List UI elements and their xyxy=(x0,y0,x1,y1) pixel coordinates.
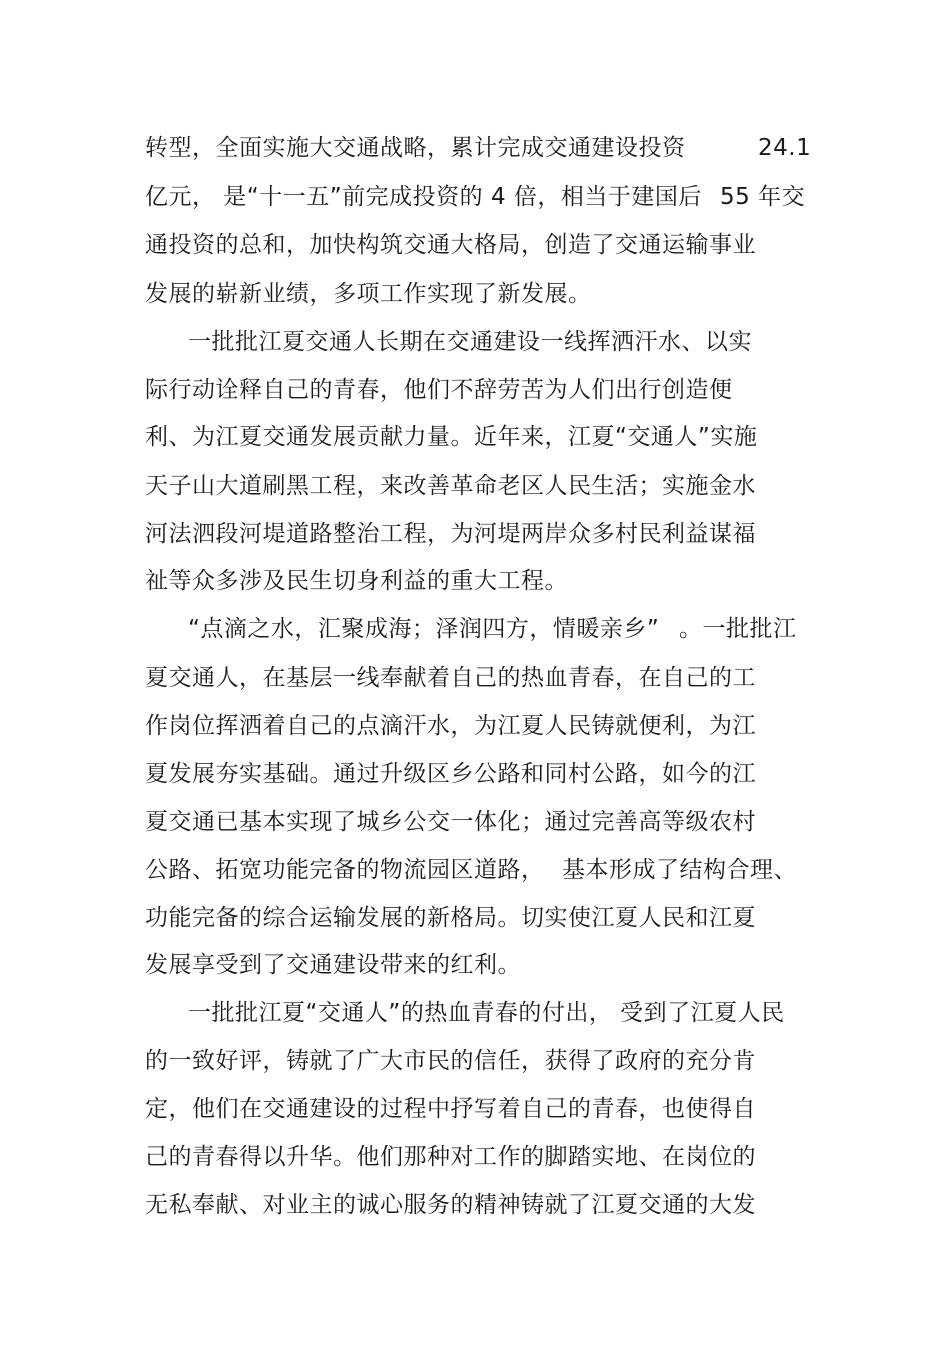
text-line: 亿元， 是“十一五”前完成投资的 4 倍，相当于建国后 xyxy=(145,184,702,210)
text-line: 夏交通人，在基层一线奉献着自己的热血青春，在自己的工 xyxy=(145,665,756,691)
text-line: 功能完备的综合运输发展的新格局。切实使江夏人民和江夏 xyxy=(145,905,756,931)
text-line: 夏交通已基本实现了城乡公交一体化；通过完善高等级农村 xyxy=(145,809,756,835)
text-line: 河法泗段河堤道路整治工程，为河堤两岸众多村民利益谋福 xyxy=(145,521,756,547)
text-line: 通投资的总和，加快构筑交通大格局，创造了交通运输事业 xyxy=(145,232,756,258)
text-line: 己的青春得以升华。他们那种对工作的脚踏实地、在岗位的 xyxy=(145,1144,756,1170)
text-fragment: 24.1 xyxy=(758,135,812,161)
text-line: 无私奉献、对业主的诚心服务的精神铸就了江夏交通的大发 xyxy=(145,1192,756,1218)
text-line: 公路、拓宽功能完备的物流园区道路， xyxy=(145,857,545,883)
text-line: 利、为江夏交通发展贡献力量。近年来，江夏“交通人”实施 xyxy=(145,424,758,450)
text-line: 际行动诠释自己的青春，他们不辞劳苦为人们出行创造便 xyxy=(145,377,733,403)
text-line: 作岗位挥洒着自己的点滴汗水，为江夏人民铸就便利，为江 xyxy=(145,713,756,739)
text-line: 的一致好评，铸就了广大市民的信任，获得了政府的充分肯 xyxy=(145,1048,756,1074)
text-fragment: 。一批批江 xyxy=(679,616,797,642)
text-line: 一批批江夏交通人长期在交通建设一线挥洒汗水、以实 xyxy=(188,329,752,355)
text-line: 一批批江夏“交通人”的热血青春的付出， 受到了江夏人民 xyxy=(188,1000,785,1026)
text-line: “点滴之水，汇聚成海；泽润四方，情暖亲乡” xyxy=(188,616,660,642)
text-line: 发展的崭新业绩，多项工作实现了新发展。 xyxy=(145,281,592,307)
text-line: 发展享受到了交通建设带来的红利。 xyxy=(145,952,521,978)
text-fragment: 基本形成了结构合理、 xyxy=(562,857,797,883)
text-line: 夏发展夯实基础。通过升级区乡公路和同村公路，如今的江 xyxy=(145,761,756,787)
text-line: 转型，全面实施大交通战略，累计完成交通建设投资 xyxy=(145,135,686,161)
text-line: 祉等众多涉及民生切身利益的重大工程。 xyxy=(145,568,568,594)
text-line: 天子山大道刷黑工程，来改善革命老区人民生活；实施金水 xyxy=(145,473,756,499)
text-line: 定，他们在交通建设的过程中抒写着自己的青春，也使得自 xyxy=(145,1096,756,1122)
text-fragment: 55 年交 xyxy=(720,184,806,210)
